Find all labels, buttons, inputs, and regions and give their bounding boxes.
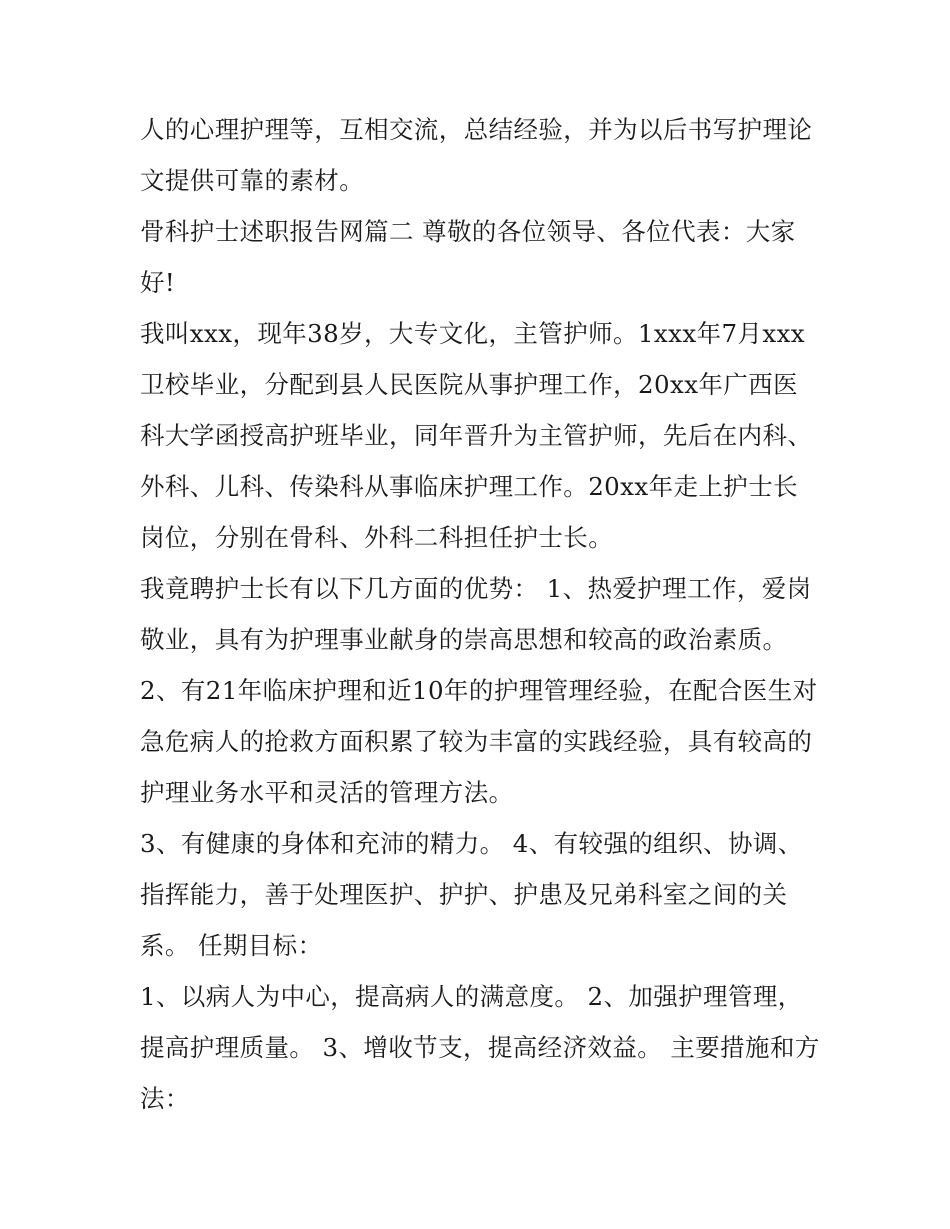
- paragraph-5: 2、有21年临床护理和近10年的护理管理经验，在配合医生对急危病人的抢救方面积累了较为丰富的实践经验，具有较高的护理业务水平和灵活的管理方法。: [140, 676, 818, 807]
- paragraph-4: 我竟聘护士长有以下几方面的优势： 1、热爱护理工作，爱岗敬业，具有为护理事业献身的崇高思想和较高的政治素质。: [140, 574, 812, 654]
- paragraph-3: 我叫xxx，现年38岁，大专文化，主管护师。1xxx年7月xxx卫校毕业，分配到县人民医院从事护理工作，20xx年广西医科大学函授高护班毕业，同年晋升为主管护师，先后在内科、外科、儿科、传染科从事临床护理工作。20xx年走上护士长岗位，分别在骨科、外科二科担任护士长。: [140, 319, 813, 552]
- document-body: [140, 104, 820, 1124]
- paragraph-1: 人的心理护理等，互相交流，总结经验，并为以后书写护理论文提供可靠的素材。: [140, 115, 813, 195]
- paragraph-6: 3、有健康的身体和充沛的精力。 4、有较强的组织、协调、指挥能力，善于处理医护、护护、护患及兄弟科室之间的关系。 任期目标：: [140, 829, 803, 960]
- paragraph-2: 骨科护士述职报告网篇二 尊敬的各位领导、各位代表：大家好!: [140, 217, 796, 297]
- paragraph-7: 1、以病人为中心，提高病人的满意度。 2、加强护理管理，提高护理质量。 3、增收节支，提高经济效益。 主要措施和方法：: [140, 982, 820, 1113]
